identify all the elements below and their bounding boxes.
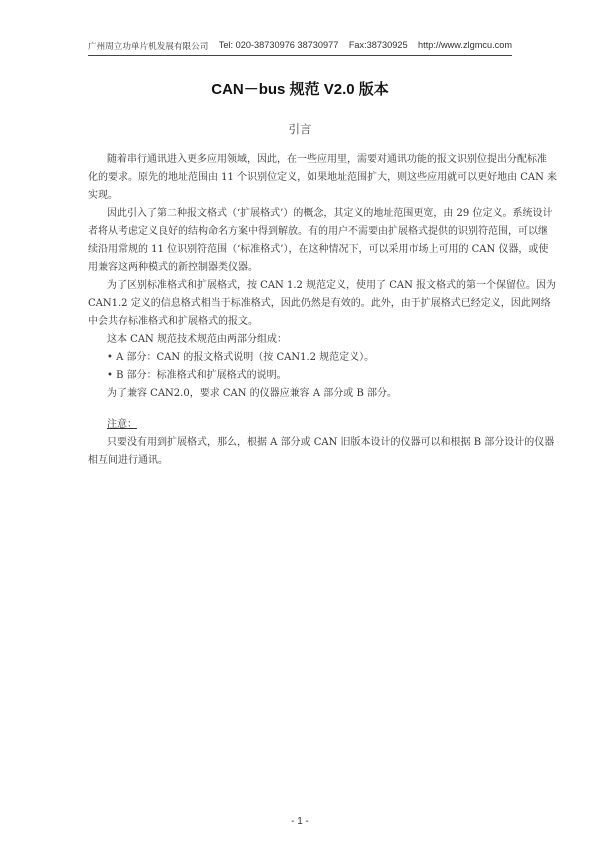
body-line: 因此引入了第二种报文格式（‘扩展格式’）的概念，其定义的地址范围更宽，由 29 位定义。系统设计 <box>107 208 553 219</box>
list-item-part-a: • A 部分：CAN 的报文格式说明（按 CAN1.2 规范定义）。 <box>107 352 375 363</box>
list-item-part-b: • B 部分：标准格式和扩展格式的说明。 <box>107 370 287 381</box>
body-line: 者将从考虑定义良好的结构命名方案中得到解放。有的用户不需要由扩展格式提供的识别符范围，可以继 <box>88 226 548 237</box>
website-link[interactable]: http://www.zlgmcu.com <box>418 40 512 50</box>
body-line: 实现。 <box>88 190 118 201</box>
body-line: 中会共存标准格式和扩展格式的报文。 <box>88 316 258 327</box>
body-line: 用兼容这两种模式的新控制器类仪器。 <box>88 262 258 273</box>
body-line: CAN1.2 定义的信息格式相当于标准格式，因此仍然是有效的。此外，由于扩展格式已经定义，因此网络 <box>88 298 551 309</box>
body-line: 随着串行通讯进入更多应用领域，因此，在一些应用里，需要对通讯功能的报文识别位提出分配标准 <box>107 154 547 165</box>
document-title: CAN－bus 规范 V2.0 版本 <box>211 81 389 98</box>
telephone: Tel: 020-38730976 38730977 <box>218 40 339 50</box>
note-line: 相互间进行通讯。 <box>88 455 168 466</box>
body-line: 化的要求。原先的地址范围由 11 个识别位定义，如果地址范围扩大，则这些应用就可以更好地由 CAN 来 <box>88 172 558 183</box>
note-heading: 注意： <box>107 419 137 430</box>
section-heading: 引言 <box>288 122 312 136</box>
body-line: 为了区别标准格式和扩展格式，按 CAN 1.2 规范定义，使用了 CAN 报文格式的第一个保留位。因为 <box>107 280 557 291</box>
note-line: 只要没有用到扩展格式，那么，根据 A 部分或 CAN 旧版本设计的仪器可以和根据 B 部分设计的仪器 <box>107 437 555 448</box>
page-number: - 1 - <box>291 816 309 827</box>
body-line: 这本 CAN 规范技术规范由两部分组成： <box>107 334 287 345</box>
body-line: 为了兼容 CAN2.0，要求 CAN 的仪器应兼容 A 部分或 B 部分。 <box>107 388 397 399</box>
body-line: 续沿用常规的 11 位识别符范围（‘标准格式’），在这种情况下，可以采用市场上可用的 CAN 仪器，或使 <box>88 244 549 255</box>
fax: Fax:38730925 <box>348 40 408 50</box>
page-header <box>88 40 512 56</box>
company-name: 广州周立功单片机发展有限公司 <box>88 42 209 52</box>
